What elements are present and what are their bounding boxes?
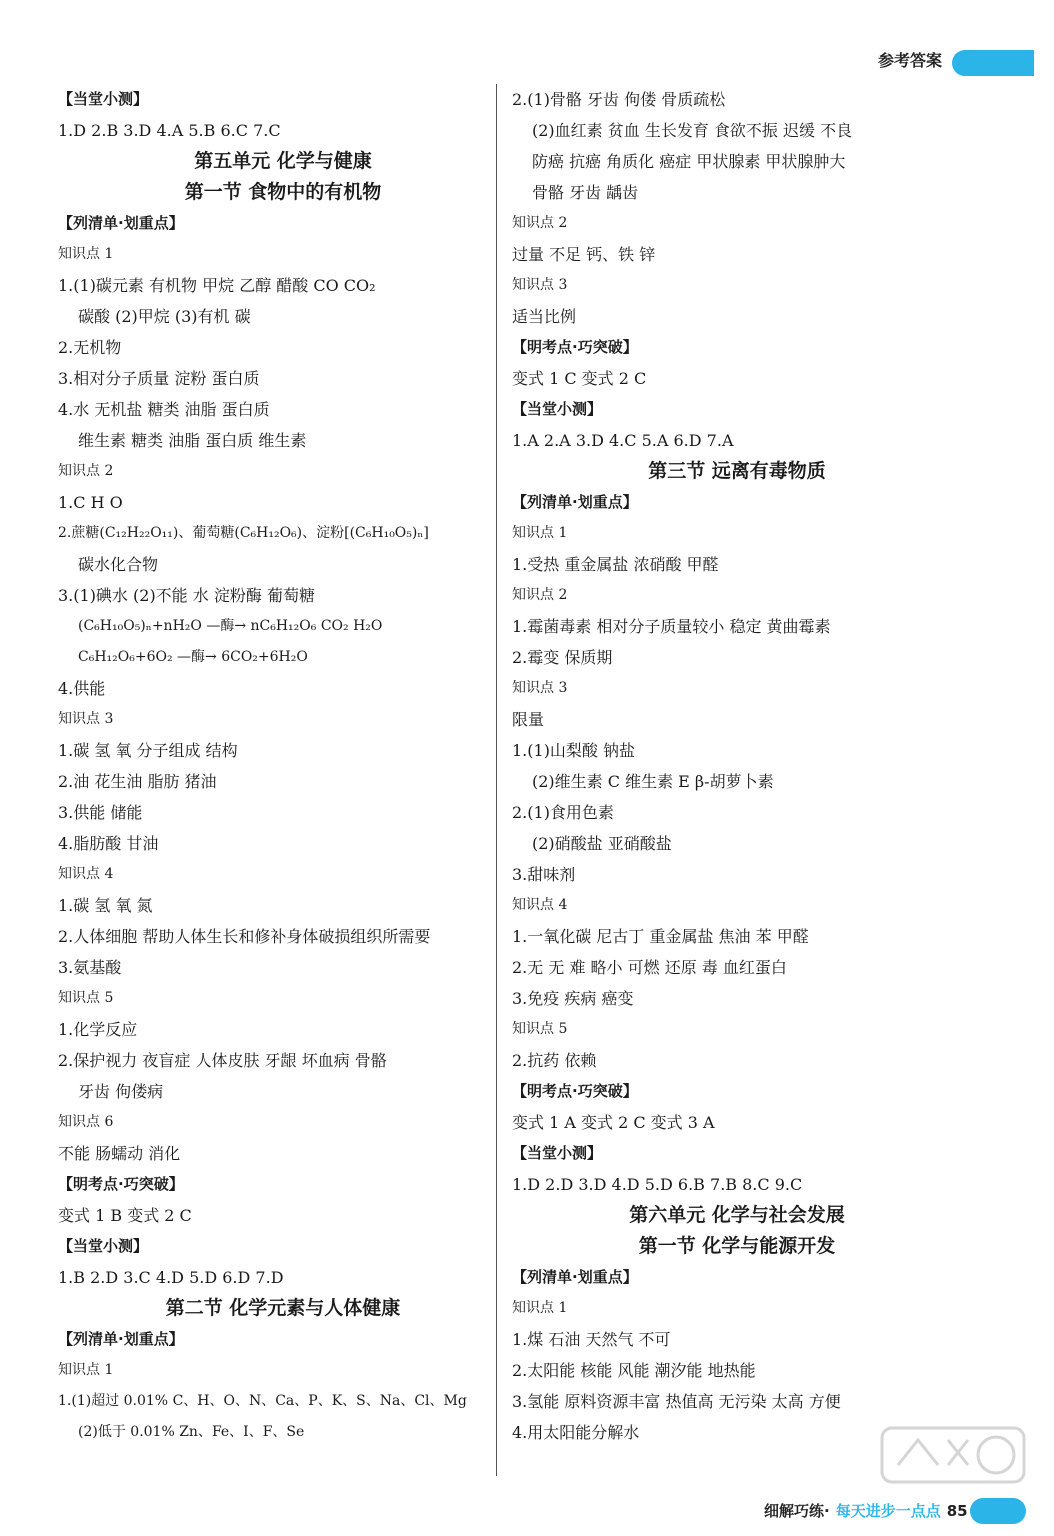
right-line: 知识点 3 xyxy=(512,277,568,293)
right-line: 1.D 2.D 3.D 4.D 5.D 6.B 7.B 8.C 9.C xyxy=(512,1175,803,1194)
header-tab-decoration xyxy=(952,50,1034,76)
left-line: 3.相对分子质量 淀粉 蛋白质 xyxy=(58,369,260,388)
left-line: 3.(1)碘水 (2)不能 水 淀粉酶 葡萄糖 xyxy=(58,586,315,605)
left-line: 第五单元 化学与健康 xyxy=(194,150,372,172)
right-line: 2.霉变 保质期 xyxy=(512,648,613,667)
left-line: 3.供能 储能 xyxy=(58,803,143,822)
left-line: 知识点 1 xyxy=(58,246,114,262)
left-line: 【明考点·巧突破】 xyxy=(58,1175,184,1193)
right-line: 1.(1)山梨酸 钠盐 xyxy=(512,741,636,760)
left-line: 1.碳 氢 氧 分子组成 结构 xyxy=(58,741,238,760)
left-line: 1.碳 氢 氧 氮 xyxy=(58,896,153,915)
page-number: 85 xyxy=(946,1502,968,1520)
right-line: 1.煤 石油 天然气 不可 xyxy=(512,1330,671,1349)
left-line: 2.蔗糖(C₁₂H₂₂O₁₁)、葡萄糖(C₆H₁₂O₆)、淀粉[(C₆H₁₀O₅)ₙ] xyxy=(58,525,429,541)
left-line: (2)低于 0.01% Zn、Fe、I、F、Se xyxy=(78,1424,305,1440)
column-divider xyxy=(496,84,497,1476)
right-line: 【列清单·划重点】 xyxy=(512,1268,638,1286)
right-column xyxy=(512,84,962,1448)
page-footer: 细解巧练· 每天进步一点点 85 xyxy=(764,1502,968,1520)
left-line: 1.化学反应 xyxy=(58,1020,138,1039)
left-line: 3.氨基酸 xyxy=(58,958,122,977)
left-line: C₆H₁₂O₆+6O₂ —酶→ 6CO₂+6H₂O xyxy=(78,649,308,665)
right-line: 知识点 2 xyxy=(512,587,568,603)
right-line: 【列清单·划重点】 xyxy=(512,493,638,511)
right-line: 2.(1)骨骼 牙齿 佝偻 骨质疏松 xyxy=(512,90,726,109)
left-line: 变式 1 B 变式 2 C xyxy=(58,1206,192,1225)
left-line: 不能 肠蠕动 消化 xyxy=(58,1144,181,1163)
left-line: 碳酸 (2)甲烷 (3)有机 碳 xyxy=(78,307,251,326)
footer-badge-decoration xyxy=(970,1498,1026,1524)
right-line: 知识点 3 xyxy=(512,680,568,696)
right-line: 骨骼 牙齿 龋齿 xyxy=(532,183,639,202)
left-line: 【当堂小测】 xyxy=(58,90,149,108)
book-title: 细解巧练 xyxy=(764,1502,825,1520)
left-line: 1.(1)碳元素 有机物 甲烷 乙醇 醋酸 CO CO₂ xyxy=(58,276,376,295)
right-line: 知识点 1 xyxy=(512,1300,568,1316)
left-line: 碳水化合物 xyxy=(78,555,159,574)
left-line: 1.D 2.B 3.D 4.A 5.B 6.C 7.C xyxy=(58,121,281,140)
right-line: 1.A 2.A 3.D 4.C 5.A 6.D 7.A xyxy=(512,431,734,450)
right-line: 4.用太阳能分解水 xyxy=(512,1423,640,1442)
left-line: 第二节 化学元素与人体健康 xyxy=(165,1297,401,1319)
left-line: 2.油 花生油 脂肪 猪油 xyxy=(58,772,217,791)
left-line: 4.供能 xyxy=(58,679,106,698)
left-line: 4.脂肪酸 甘油 xyxy=(58,834,159,853)
left-line: 知识点 6 xyxy=(58,1114,114,1130)
right-line: (2)硝酸盐 亚硝酸盐 xyxy=(532,834,672,853)
right-line: 第六单元 化学与社会发展 xyxy=(629,1204,845,1226)
left-line: 1.B 2.D 3.C 4.D 5.D 6.D 7.D xyxy=(58,1268,284,1287)
right-line: 2.太阳能 核能 风能 潮汐能 地热能 xyxy=(512,1361,756,1380)
right-line: 3.甜味剂 xyxy=(512,865,576,884)
left-line: 知识点 2 xyxy=(58,463,114,479)
right-line: 第一节 化学与能源开发 xyxy=(638,1235,836,1257)
right-line: 2.(1)食用色素 xyxy=(512,803,614,822)
left-line: 知识点 4 xyxy=(58,866,114,882)
left-line: 2.保护视力 夜盲症 人体皮肤 牙龈 坏血病 骨骼 xyxy=(58,1051,387,1070)
left-line: 4.水 无机盐 糖类 油脂 蛋白质 xyxy=(58,400,270,419)
right-line: 限量 xyxy=(512,710,545,729)
left-column xyxy=(58,84,508,1448)
footer-motto: 每天进步一点点 xyxy=(835,1502,941,1520)
right-line: 知识点 4 xyxy=(512,897,568,913)
right-line: 【当堂小测】 xyxy=(512,1144,603,1162)
left-line: 2.无机物 xyxy=(58,338,122,357)
left-line: 1.C H O xyxy=(58,493,123,512)
left-line: 【列清单·划重点】 xyxy=(58,1330,184,1348)
left-line: 第一节 食物中的有机物 xyxy=(184,181,382,203)
right-line: 【明考点·巧突破】 xyxy=(512,1082,638,1100)
left-line: (C₆H₁₀O₅)ₙ+nH₂O —酶→ nC₆H₁₂O₆ CO₂ H₂O xyxy=(78,618,383,634)
right-line: 1.一氧化碳 尼古丁 重金属盐 焦油 苯 甲醛 xyxy=(512,927,809,946)
left-line: 维生素 糖类 油脂 蛋白质 维生素 xyxy=(78,431,307,450)
answer-key-header: 参考答案 xyxy=(877,51,942,70)
left-line: 知识点 3 xyxy=(58,711,114,727)
right-line: 3.免疫 疾病 癌变 xyxy=(512,989,634,1008)
right-line: 知识点 5 xyxy=(512,1021,568,1037)
right-line: 【明考点·巧突破】 xyxy=(512,338,638,356)
right-line: 第三节 远离有毒物质 xyxy=(648,460,826,482)
left-line: 【当堂小测】 xyxy=(58,1237,149,1255)
right-line: 2.无 无 难 略小 可燃 还原 毒 血红蛋白 xyxy=(512,958,787,977)
watermark-logo-icon xyxy=(878,1420,1028,1490)
right-line: 变式 1 C 变式 2 C xyxy=(512,369,647,388)
right-line: 3.氢能 原料资源丰富 热值高 无污染 太高 方便 xyxy=(512,1392,841,1411)
left-line: 知识点 5 xyxy=(58,990,114,1006)
left-line: 【列清单·划重点】 xyxy=(58,214,184,232)
right-line: 适当比例 xyxy=(512,307,577,326)
right-line: 2.抗药 依赖 xyxy=(512,1051,597,1070)
right-line: 防癌 抗癌 角质化 癌症 甲状腺素 甲状腺肿大 xyxy=(532,152,846,171)
right-line: 1.受热 重金属盐 浓硝酸 甲醛 xyxy=(512,555,719,574)
left-line: 知识点 1 xyxy=(58,1362,114,1378)
right-line: 知识点 1 xyxy=(512,525,568,541)
right-line: (2)血红素 贫血 生长发育 食欲不振 迟缓 不良 xyxy=(532,121,853,140)
right-line: (2)维生素 C 维生素 E β-胡萝卜素 xyxy=(532,772,774,791)
left-line: 2.人体细胞 帮助人体生长和修补身体破损组织所需要 xyxy=(58,927,431,946)
right-line: 【当堂小测】 xyxy=(512,400,603,418)
right-line: 过量 不足 钙、铁 锌 xyxy=(512,245,656,264)
right-line: 变式 1 A 变式 2 C 变式 3 A xyxy=(512,1113,715,1132)
right-line: 1.霉菌毒素 相对分子质量较小 稳定 黄曲霉素 xyxy=(512,617,831,636)
left-line: 牙齿 佝偻病 xyxy=(78,1082,164,1101)
left-line: 1.(1)超过 0.01% C、H、O、N、Ca、P、K、S、Na、Cl、Mg xyxy=(58,1393,467,1409)
right-line: 知识点 2 xyxy=(512,215,568,231)
